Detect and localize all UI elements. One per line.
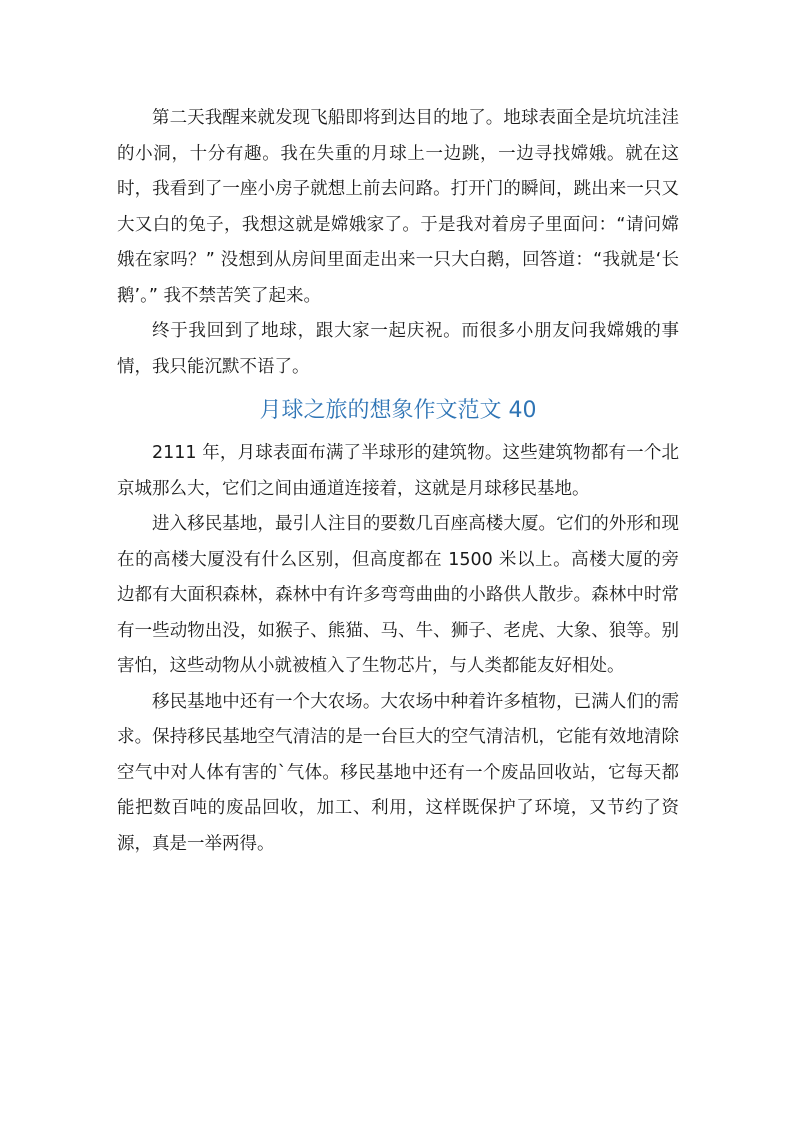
section-title: 月球之旅的想象作文范文 40 <box>259 398 537 423</box>
paragraph-5: 移民基地中还有一个大农场。大农场中种着许多植物，已满人们的需求。保持移民基地空气清洁的是一台巨大的空气清洁机，它能有效地清除空气中对人体有害的`气体。移民基地中还有一个废品回收站，它每天都能把数百吨的废品回收，加工、利用，这样既保护了环境，又节约了资源，真是一举两得。 <box>117 691 679 854</box>
paragraph-4: 进入移民基地，最引人注目的要数几百座高楼大厦。它们的外形和现在的高楼大厦没有什么区别，但高度都在 1500 米以上。高楼大厦的旁边都有大面积森林，森林中有许多弯弯曲曲的小路供人散步。森林中时常有一些动物出没，如猴子、熊猫、马、牛、狮子、老虎、大象、狼等。别害怕，这些动物从小就被植入了生物芯片，与人类都能友好相处。 <box>117 514 679 676</box>
paragraph-1: 第二天我醒来就发现飞船即将到达目的地了。地球表面全是坑坑洼洼的小洞，十分有趣。我在失重的月球上一边跳，一边寻找嫦娥。就在这时，我看到了一座小房子就想上前去问路。打开门的瞬间，跳出来一只又大又白的兔子，我想这就是嫦娥家了。于是我对着房子里面问：“请问嫦娥在家吗？” 没想到从房间里面走出来一只大白鹅，回答道：“我就是‘长鹅’。” 我不禁苦笑了起来。 <box>117 108 679 306</box>
document-body <box>117 101 679 862</box>
paragraph-3: 2111 年，月球表面布满了半球形的建筑物。这些建筑物都有一个北京城那么大，它们之间由通道连接着，这就是月球移民基地。 <box>117 443 679 499</box>
paragraph-2: 终于我回到了地球，跟大家一起庆祝。而很多小朋友问我嫦娥的事情，我只能沉默不语了。 <box>117 321 679 377</box>
